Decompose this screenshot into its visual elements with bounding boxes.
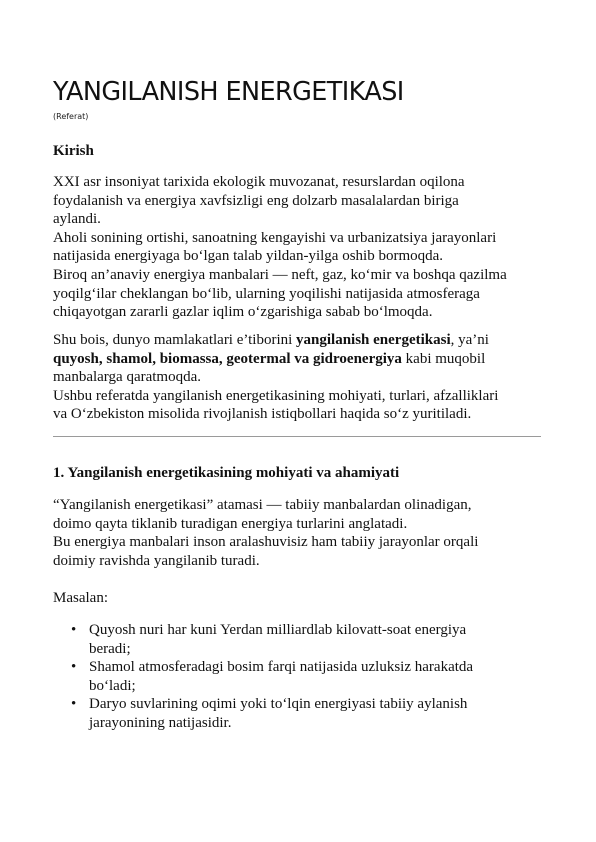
text-line: Aholi sonining ortishi, sanoatning kengayishi va urbanizatsiya jarayonlari [53, 229, 497, 246]
text-line: jarayonining natijasidir. [89, 714, 232, 731]
text-run: Shu bois, dunyo mamlakatlari e’tiborini [53, 332, 297, 348]
example-list [53, 621, 553, 733]
bullet-icon: • [71, 659, 77, 676]
text-line: va O‘zbekiston misolida rivojlanish istiqbollari haqida so‘z yuritiladi. [53, 406, 472, 423]
text-line [53, 350, 553, 369]
text-line: Bu energiya manbalari inson aralashuvisiz ham tabiiy jarayonlar orqali [53, 534, 479, 551]
bullet-icon: • [71, 622, 77, 638]
text-line [53, 331, 553, 350]
text-line: doimiy ravishda yangilanib turadi. [53, 552, 260, 569]
text-line: manbalarga qaratmoqda. [53, 369, 201, 386]
text-line: Quyosh nuri har kuni Yerdan milliardlab kilovatt-soat energiya [89, 622, 467, 638]
list-item [53, 621, 553, 658]
text-line: doimo qayta tiklanib turadigan energiya turlarini anglatadi. [53, 515, 408, 532]
text-line: Ushbu referatda yangilanish energetikasining mohiyati, turlari, afzalliklari [53, 387, 499, 404]
example-label: Masalan: [53, 590, 108, 606]
text-line: beradi; [89, 640, 131, 657]
text-line: XXI asr insoniyat tarixida ekologik muvozanat, resurslardan oqilona [53, 174, 465, 190]
text-line: natijasida energiyaga bo‘lgan talab yildan-yilga oshib bormoqda. [53, 248, 444, 265]
text-line: bo‘ladi; [89, 677, 136, 694]
text-line: yoqilg‘ilar cheklangan bo‘lib, ularning yoqilishi natijasida atmosferaga [53, 285, 480, 302]
list-item [53, 695, 553, 732]
intro-heading: Kirish [53, 143, 94, 159]
text-line: aylandi. [53, 211, 101, 228]
text-line: chiqayotgan zararli gazlar iqlim o‘zgarishiga sabab bo‘lmoqda. [53, 304, 433, 321]
text-line: “Yangilanish energetikasi” atamasi — tabiiy manbalardan olinadigan, [53, 497, 472, 513]
document-subtitle: (Referat) [53, 112, 89, 121]
text-run: kabi muqobil [401, 350, 486, 367]
text-line: Biroq an’anaviy energiya manbalari — neft, gaz, ko‘mir va boshqa qazilma [53, 266, 507, 283]
intro-paragraph-2 [53, 331, 553, 424]
document-title: YANGILANISH ENERGETIKASI [53, 77, 404, 107]
section-1-heading: 1. Yangilanish energetikasining mohiyati va ahamiyati [53, 465, 400, 481]
text-line: Daryo suvlarining oqimi yoki to‘lqin energiyasi tabiiy aylanish [89, 696, 468, 713]
text-line: foydalanish va energiya xavfsizligi eng dolzarb masalalardan biriga [53, 192, 459, 209]
bold-term: yangilanish energetikasi [296, 332, 451, 348]
text-run: , ya’ni [450, 332, 489, 348]
section-1-paragraph [53, 496, 553, 570]
horizontal-divider [53, 436, 541, 437]
list-item [53, 658, 553, 695]
bullet-icon: • [71, 696, 77, 713]
intro-paragraph-1 [53, 173, 553, 322]
text-line: Shamol atmosferadagi bosim farqi natijasida uzluksiz harakatda [89, 659, 474, 676]
bold-term: quyosh, shamol, biomassa, geotermal va gidroenergiya [53, 350, 402, 367]
